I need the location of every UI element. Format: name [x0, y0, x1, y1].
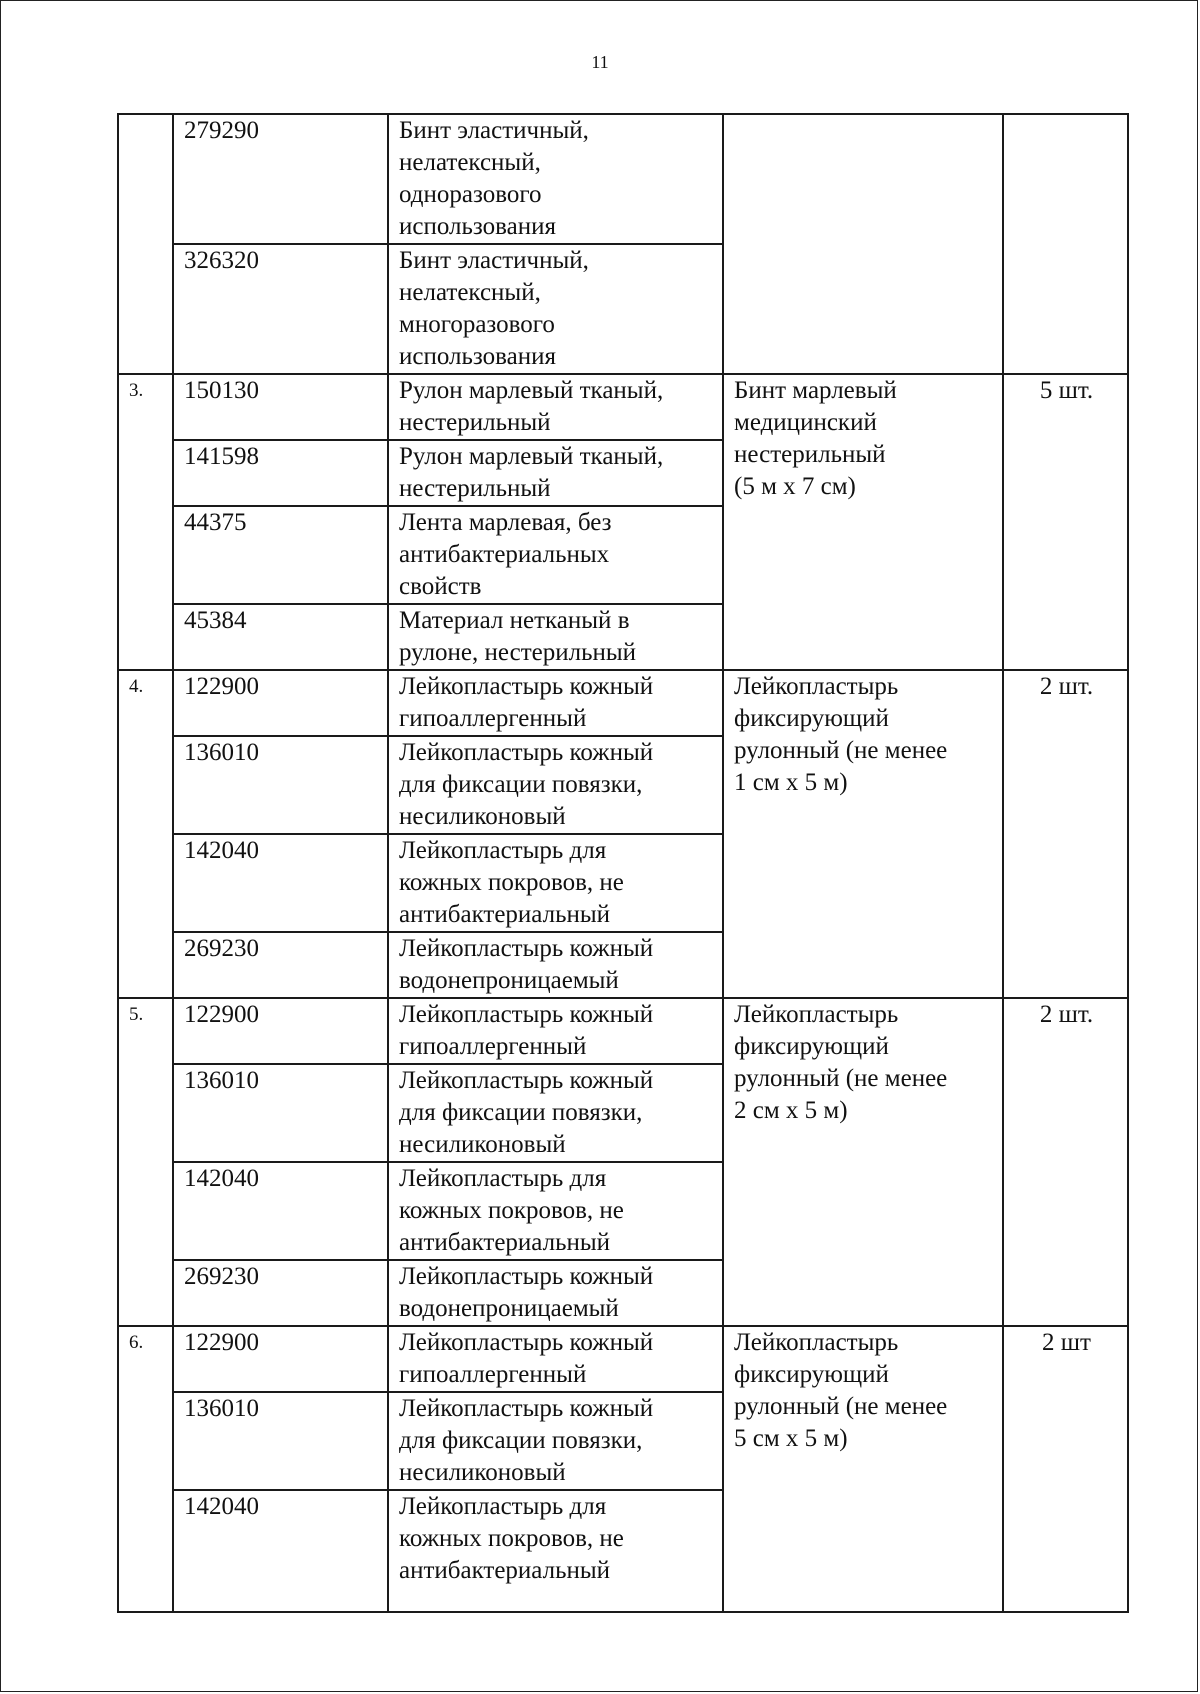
product-name-cell: Лейкопластырь для кожных покровов, не антибактериальный: [388, 1490, 723, 1612]
table-row: [118, 670, 1128, 736]
product-name-cell: Лейкопластырь кожный водонепроницаемый: [388, 932, 723, 998]
code-cell: 45384: [173, 604, 388, 670]
code-cell: 142040: [173, 1162, 388, 1260]
medical-items-table: [117, 113, 1129, 1613]
product-name-cell: Лейкопластырь кожный для фиксации повязки, несиликоновый: [388, 736, 723, 834]
item-number-cell: 3.: [118, 374, 173, 670]
quantity-cell: [1003, 114, 1128, 374]
code-cell: 269230: [173, 932, 388, 998]
description-cell: Лейкопластырь фиксирующий рулонный (не менее 5 см х 5 м): [723, 1326, 1003, 1612]
code-cell: 122900: [173, 998, 388, 1064]
quantity-cell: 2 шт: [1003, 1326, 1128, 1612]
product-name-cell: Лента марлевая, без антибактериальных свойств: [388, 506, 723, 604]
code-cell: 142040: [173, 1490, 388, 1612]
description-cell: [723, 114, 1003, 374]
quantity-cell: 5 шт.: [1003, 374, 1128, 670]
product-name-cell: Лейкопластырь кожный для фиксации повязки, несиликоновый: [388, 1064, 723, 1162]
description-cell: Лейкопластырь фиксирующий рулонный (не менее 2 см х 5 м): [723, 998, 1003, 1326]
item-number-cell: 5.: [118, 998, 173, 1326]
code-cell: 141598: [173, 440, 388, 506]
product-name-cell: Лейкопластырь кожный гипоаллергенный: [388, 1326, 723, 1392]
product-name-cell: Бинт эластичный, нелатексный, многоразового использования: [388, 244, 723, 374]
table-row: [118, 998, 1128, 1064]
description-cell: Бинт марлевый медицинский нестерильный (5 м х 7 см): [723, 374, 1003, 670]
product-name-cell: Рулон марлевый тканый, нестерильный: [388, 440, 723, 506]
table-row: [118, 1326, 1128, 1392]
code-cell: 136010: [173, 1064, 388, 1162]
table-row: [118, 374, 1128, 440]
product-name-cell: Лейкопластырь для кожных покровов, не антибактериальный: [388, 1162, 723, 1260]
code-cell: 122900: [173, 670, 388, 736]
code-cell: 142040: [173, 834, 388, 932]
code-cell: 269230: [173, 1260, 388, 1326]
product-name-cell: Рулон марлевый тканый, нестерильный: [388, 374, 723, 440]
product-name-cell: Лейкопластырь для кожных покровов, не антибактериальный: [388, 834, 723, 932]
page-number: 11: [591, 52, 609, 72]
code-cell: 136010: [173, 736, 388, 834]
product-name-cell: Лейкопластырь кожный гипоаллергенный: [388, 670, 723, 736]
item-number-cell: 6.: [118, 1326, 173, 1612]
code-cell: 326320: [173, 244, 388, 374]
product-name-cell: Лейкопластырь кожный гипоаллергенный: [388, 998, 723, 1064]
table-row: [118, 114, 1128, 244]
description-cell: Лейкопластырь фиксирующий рулонный (не менее 1 см х 5 м): [723, 670, 1003, 998]
code-cell: 136010: [173, 1392, 388, 1490]
quantity-cell: 2 шт.: [1003, 670, 1128, 998]
code-cell: 279290: [173, 114, 388, 244]
code-cell: 44375: [173, 506, 388, 604]
product-name-cell: Бинт эластичный, нелатексный, одноразового использования: [388, 114, 723, 244]
code-cell: 150130: [173, 374, 388, 440]
product-name-cell: Материал нетканый в рулоне, нестерильный: [388, 604, 723, 670]
code-cell: 122900: [173, 1326, 388, 1392]
quantity-cell: 2 шт.: [1003, 998, 1128, 1326]
table-body: [118, 114, 1128, 1612]
item-number-cell: 4.: [118, 670, 173, 998]
product-name-cell: Лейкопластырь кожный водонепроницаемый: [388, 1260, 723, 1326]
item-number-cell: [118, 114, 173, 374]
product-name-cell: Лейкопластырь кожный для фиксации повязки, несиликоновый: [388, 1392, 723, 1490]
